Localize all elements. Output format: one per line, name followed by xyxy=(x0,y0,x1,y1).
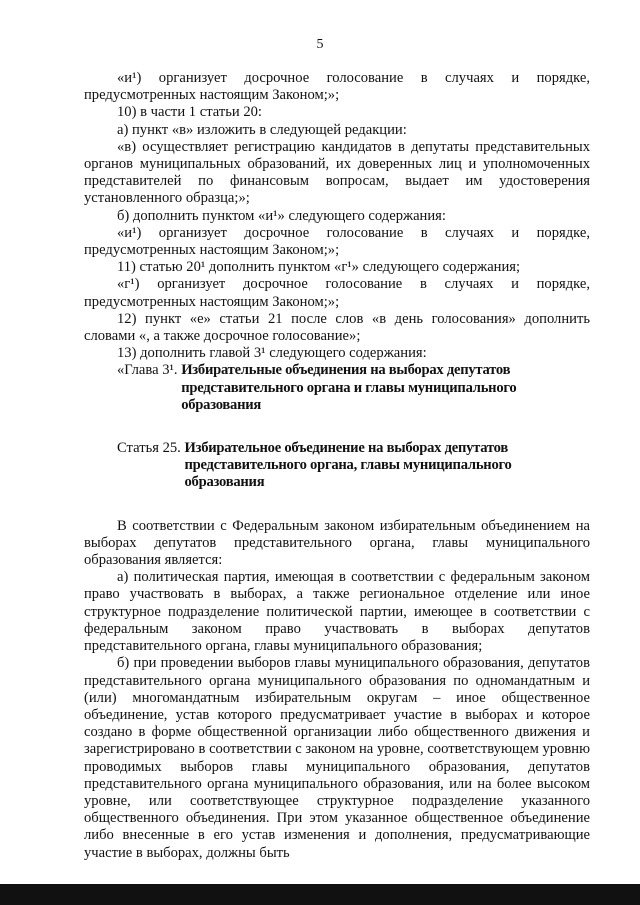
article-title: Избирательное объединение на выборах депутатов представительного органа, главы муниципального образования xyxy=(184,440,512,491)
scan-edge-bar xyxy=(0,884,640,905)
paragraph: а) политическая партия, имеющая в соответствии с федеральным законом право участвовать в выборах, а также региональное отделение или иное структурное подразделение политической партии, имеющее в соответствии с федеральным законом право участвовать в выборах депутатов представительного органа, главы муниципального образования; xyxy=(84,569,590,655)
article-number: Статья 25. xyxy=(117,440,185,457)
paragraph: «г¹) организует досрочное голосование в случаях и порядке, предусмотренных настоящим Законом;»; xyxy=(84,276,590,310)
paragraph: 13) дополнить главой 3¹ следующего содержания: xyxy=(117,345,427,362)
paragraph: «и¹) организует досрочное голосование в случаях и порядке, предусмотренных настоящим Законом;»; xyxy=(84,224,590,259)
paragraph: «в) осуществляет регистрацию кандидатов в депутаты представительных органов муниципальных образований, их доверенных лиц и уполномоченных представителей по финансовым вопросам, выдает им удостоверения установленного образца;»; xyxy=(84,138,590,207)
paragraph: 12) пункт «е» статьи 21 после слов «в день голосования» дополнить словами «, а также досрочное голосование»; xyxy=(84,310,590,345)
paragraph: а) пункт «в» изложить в следующей редакции: xyxy=(117,121,407,138)
chapter-title: Избирательные объединения на выборах депутатов представительного органа и главы муниципального образования xyxy=(181,362,517,413)
paragraph: В соответствии с Федеральным законом избирательным объединением на выборах депутатов представительного органа, главы муниципального образования является: xyxy=(84,517,590,569)
paragraph: б) при проведении выборов главы муниципального образования, депутатов представительного органа муниципального образования по одномандатным и (или) многомандатным избирательным округам – иное общественное объединение, устав которого предусматривает участие в выборах и которое создано в форме общественной организации либо общественного движения и зарегистрировано в соответствии с законом на уровне, соответствующем уровню проводимых выборов главы муниципального образования, депутатов представительного органа муниципального образования, или на более высоком уровне, или соответствующее структурное подразделение указанного общественного объединения. При этом указанное общественное объединение либо внесенные в его устав изменения и дополнения, предусматривающие участие в выборах, должны быть xyxy=(84,655,590,861)
paragraph: 10) в части 1 статьи 20: xyxy=(117,104,262,121)
article-heading xyxy=(84,440,590,492)
paragraph: «и¹) организует досрочное голосование в случаях и порядке, предусмотренных настоящим Законом;»; xyxy=(84,70,590,104)
chapter-heading xyxy=(84,362,590,414)
paragraph: б) дополнить пунктом «и¹» следующего содержания: xyxy=(117,207,446,224)
chapter-number: «Глава 3¹. xyxy=(117,362,182,379)
document-body xyxy=(84,70,590,862)
paragraph: 11) статью 20¹ дополнить пунктом «г¹» следующего содержания; xyxy=(117,259,521,276)
page-number: 5 xyxy=(316,37,324,52)
